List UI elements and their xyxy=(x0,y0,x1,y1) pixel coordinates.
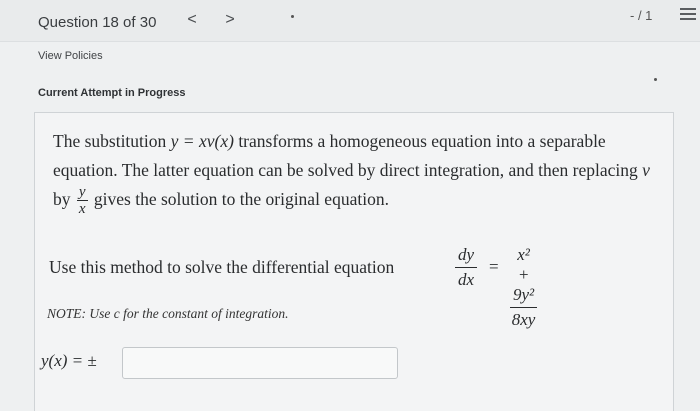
question-panel xyxy=(34,112,674,411)
lhs-numerator: dy xyxy=(455,245,477,268)
next-question-button[interactable]: > xyxy=(225,11,235,28)
y-over-x-fraction xyxy=(77,185,88,216)
answer-label: y(x) = ± xyxy=(41,351,97,370)
question-text xyxy=(53,127,653,216)
question-text-part: transforms a homogeneous equation into a separable equation. The latter equation can be solved by direct integration, and then replacing xyxy=(53,131,643,180)
variable-v: v xyxy=(642,160,650,180)
substitution-expression: y = xv(x) xyxy=(170,131,234,151)
rhs-denominator: 8xy xyxy=(511,310,536,329)
rhs-numerator: x² + 9y² xyxy=(510,245,537,308)
question-text-part: by xyxy=(53,189,75,209)
decorative-dot xyxy=(291,15,294,18)
question-header xyxy=(0,0,700,42)
answer-input[interactable] xyxy=(122,347,398,379)
list-icon[interactable] xyxy=(680,8,696,22)
fraction-denominator: x xyxy=(78,201,86,218)
decorative-dot xyxy=(654,78,657,81)
fraction-numerator: y xyxy=(78,184,86,201)
question-counter: Question 18 of 30 xyxy=(38,14,157,31)
previous-question-button[interactable]: < xyxy=(187,11,197,28)
score-display: - / 1 xyxy=(630,8,653,23)
question-text-part: gives the solution to the original equation. xyxy=(89,189,389,209)
lhs-denominator: dx xyxy=(458,270,475,289)
equals-sign: = xyxy=(489,257,499,276)
question-text-part: The substitution xyxy=(53,131,171,151)
lhs-fraction xyxy=(455,245,477,290)
attempt-status: Current Attempt in Progress xyxy=(38,87,186,99)
rhs-fraction xyxy=(510,245,537,330)
integration-note: NOTE: Use c for the constant of integration. xyxy=(47,306,289,321)
method-instruction: Use this method to solve the differential equation xyxy=(49,257,395,277)
view-policies-link[interactable]: View Policies xyxy=(38,50,103,62)
